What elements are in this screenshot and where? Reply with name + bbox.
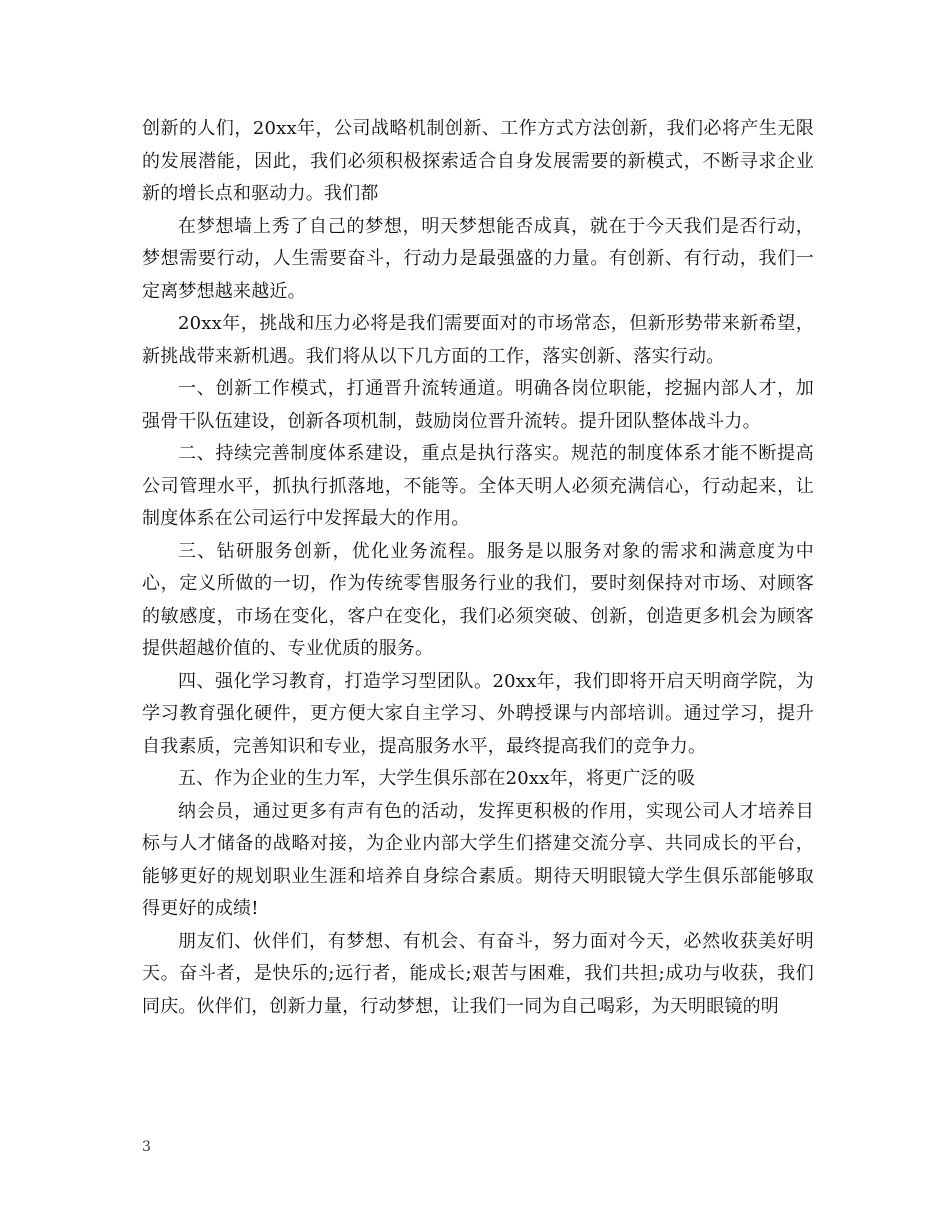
- paragraph-10: 朋友们、伙伴们，有梦想、有机会、有奋斗，努力面对今天，必然收获美好明天。奋斗者，是快乐的;远行者，能成长;艰苦与困难，我们共担;成功与收获，我们同庆。伙伴们，创新力量，行动梦想，让我们一同为自己喝彩，为天明眼镜的明: [142, 930, 814, 1017]
- paragraph-1: 创新的人们，20xx年，公司战略机制创新、工作方式方法创新，我们必将产生无限的发展潜能，因此，我们必须积极探索适合自身发展需要的新模式，不断寻求企业新的增长点和驱动力。我们都: [142, 118, 814, 204]
- paragraph-2: 在梦想墙上秀了自己的梦想，明天梦想能否成真，就在于今天我们是否行动，梦想需要行动，人生需要奋斗，行动力是最强盛的力量。有创新、有行动，我们一定离梦想越来越近。: [142, 215, 814, 302]
- document-body: [142, 113, 814, 1023]
- paragraph-5: 二、持续完善制度体系建设，重点是执行落实。规范的制度体系才能不断提高公司管理水平，抓执行抓落地，不能等。全体天明人必须充满信心，行动起来，让制度体系在公司运行中发挥最大的作用。: [142, 443, 814, 529]
- paragraph-8: 五、作为企业的生力军，大学生俱乐部在20xx年，将更广泛的吸: [178, 768, 696, 789]
- paragraph-3: 20xx年，挑战和压力必将是我们需要面对的市场常态，但新形势带来新希望，新挑战带来新机遇。我们将从以下几方面的工作，落实创新、落实行动。: [142, 313, 814, 367]
- paragraph-7: 四、强化学习教育，打造学习型团队。20xx年，我们即将开启天明商学院，为学习教育强化硬件，更方便大家自主学习、外聘授课与内部培训。通过学习，提升自我素质，完善知识和专业，提高服务水平，最终提高我们的竞争力。: [142, 670, 814, 757]
- page-number: 3: [142, 1139, 151, 1155]
- paragraph-4: 一、创新工作模式，打通晋升流转通道。明确各岗位职能，挖掘内部人才，加强骨干队伍建设，创新各项机制，鼓励岗位晋升流转。提升团队整体战斗力。: [142, 378, 814, 432]
- paragraph-6: 三、钻研服务创新，优化业务流程。服务是以服务对象的需求和满意度为中心，定义所做的一切，作为传统零售服务行业的我们，要时刻保持对市场、对顾客的敏感度，市场在变化，客户在变化，我们必须突破、创新，创造更多机会为顾客提供超越价值的、专业优质的服务。: [142, 540, 814, 659]
- paragraph-9: 纳会员，通过更多有声有色的活动，发挥更积极的作用，实现公司人才培养目标与人才储备的战略对接，为企业内部大学生们搭建交流分享、共同成长的平台，能够更好的规划职业生涯和培养自身综合素质。期待天明眼镜大学生俱乐部能够取得更好的成绩!: [142, 800, 814, 919]
